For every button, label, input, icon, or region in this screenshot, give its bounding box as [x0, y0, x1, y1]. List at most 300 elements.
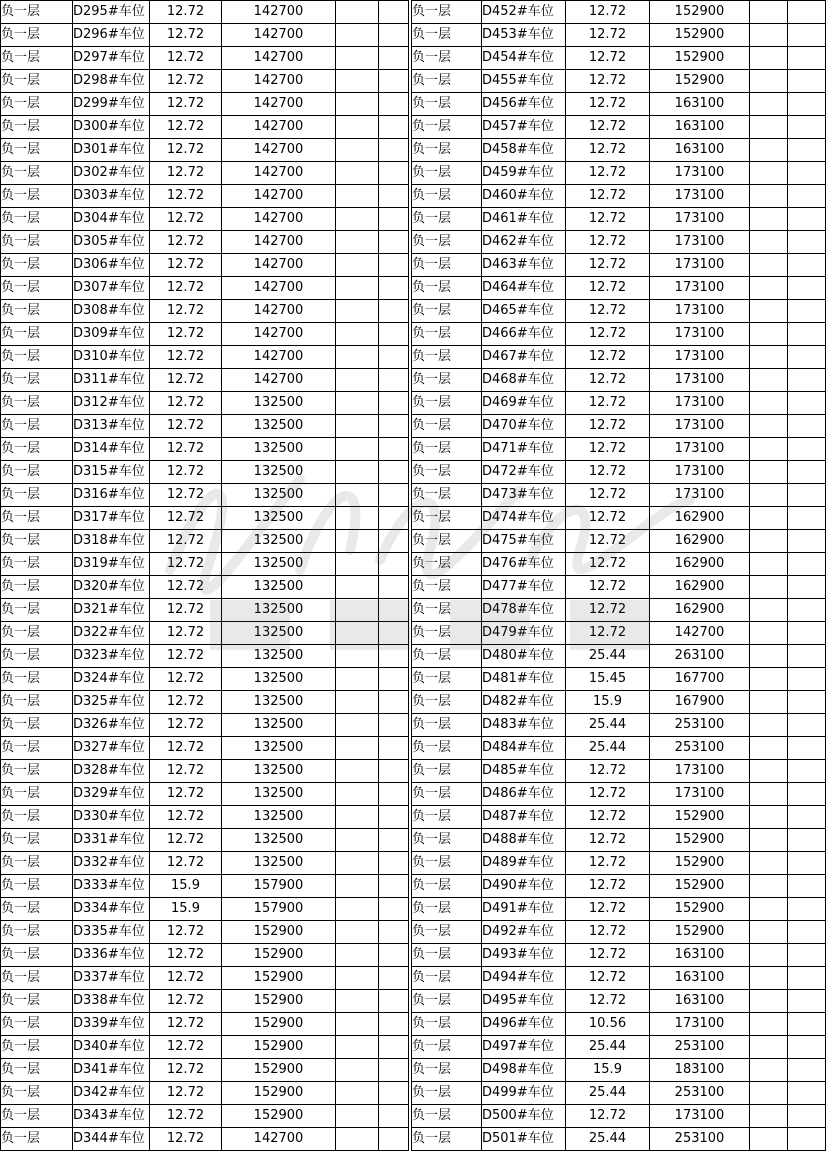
floor-cell: 负一层: [1, 461, 73, 484]
area-cell: 25.44: [566, 714, 650, 737]
area-cell: 15.45: [566, 668, 650, 691]
area-cell: 12.72: [150, 668, 222, 691]
floor-cell: 负一层: [412, 139, 482, 162]
area-cell: 12.72: [150, 645, 222, 668]
table-row: [412, 1105, 826, 1128]
floor-cell: 负一层: [412, 990, 482, 1013]
floor-cell: 负一层: [1, 231, 73, 254]
price-cell: 173100: [650, 783, 750, 806]
empty-cell: [336, 645, 379, 668]
empty-cell: [379, 300, 409, 323]
table-row: [1, 783, 409, 806]
table-row: [1, 829, 409, 852]
empty-cell: [788, 990, 826, 1013]
table-row: [412, 139, 826, 162]
price-cell: 132500: [222, 530, 336, 553]
area-cell: 12.72: [150, 1, 222, 24]
parking-id-cell: D304#车位: [73, 208, 150, 231]
empty-cell: [379, 162, 409, 185]
empty-cell: [336, 116, 379, 139]
floor-cell: 负一层: [1, 576, 73, 599]
table-row: [1, 1013, 409, 1036]
table-row: [412, 484, 826, 507]
empty-cell: [750, 852, 788, 875]
empty-cell: [379, 1036, 409, 1059]
price-cell: 162900: [650, 507, 750, 530]
parking-id-cell: D470#车位: [482, 415, 566, 438]
area-cell: 12.72: [566, 1105, 650, 1128]
empty-cell: [788, 1013, 826, 1036]
table-row: [1, 645, 409, 668]
area-cell: 25.44: [566, 1082, 650, 1105]
parking-id-cell: D342#车位: [73, 1082, 150, 1105]
empty-cell: [788, 47, 826, 70]
empty-cell: [336, 967, 379, 990]
parking-id-cell: D338#车位: [73, 990, 150, 1013]
floor-cell: 负一层: [1, 116, 73, 139]
empty-cell: [750, 484, 788, 507]
table-row: [412, 369, 826, 392]
price-cell: 152900: [222, 1013, 336, 1036]
floor-cell: 负一层: [1, 1, 73, 24]
table-row: [412, 967, 826, 990]
parking-id-cell: D482#车位: [482, 691, 566, 714]
price-cell: 173100: [650, 369, 750, 392]
table-row: [412, 231, 826, 254]
empty-cell: [336, 852, 379, 875]
parking-id-cell: D495#车位: [482, 990, 566, 1013]
price-cell: 163100: [650, 116, 750, 139]
floor-cell: 负一层: [1, 921, 73, 944]
empty-cell: [750, 967, 788, 990]
empty-cell: [336, 438, 379, 461]
price-cell: 173100: [650, 277, 750, 300]
price-cell: 132500: [222, 760, 336, 783]
floor-cell: 负一层: [1, 484, 73, 507]
floor-cell: 负一层: [1, 369, 73, 392]
area-cell: 12.72: [150, 806, 222, 829]
empty-cell: [750, 415, 788, 438]
empty-cell: [379, 944, 409, 967]
area-cell: 12.72: [150, 277, 222, 300]
price-cell: 132500: [222, 645, 336, 668]
table-row: [1, 438, 409, 461]
empty-cell: [788, 576, 826, 599]
parking-id-cell: D303#车位: [73, 185, 150, 208]
empty-cell: [788, 507, 826, 530]
price-cell: 142700: [222, 300, 336, 323]
table-row: [1, 990, 409, 1013]
parking-id-cell: D343#车位: [73, 1105, 150, 1128]
area-cell: 12.72: [566, 116, 650, 139]
parking-id-cell: D464#车位: [482, 277, 566, 300]
area-cell: 12.72: [150, 300, 222, 323]
empty-cell: [336, 599, 379, 622]
table-row: [412, 47, 826, 70]
table-row: [1, 852, 409, 875]
area-cell: 12.72: [150, 208, 222, 231]
empty-cell: [750, 576, 788, 599]
table-row: [412, 438, 826, 461]
parking-id-cell: D476#车位: [482, 553, 566, 576]
area-cell: 12.72: [566, 967, 650, 990]
empty-cell: [336, 530, 379, 553]
parking-id-cell: D467#车位: [482, 346, 566, 369]
price-cell: 142700: [222, 185, 336, 208]
area-cell: 12.72: [150, 1105, 222, 1128]
empty-cell: [788, 1082, 826, 1105]
empty-cell: [788, 944, 826, 967]
floor-cell: 负一层: [1, 944, 73, 967]
floor-cell: 负一层: [1, 668, 73, 691]
floor-cell: 负一层: [412, 1105, 482, 1128]
area-cell: 12.72: [150, 691, 222, 714]
parking-id-cell: D458#车位: [482, 139, 566, 162]
empty-cell: [379, 70, 409, 93]
area-cell: 12.72: [150, 967, 222, 990]
table-row: [412, 70, 826, 93]
empty-cell: [379, 829, 409, 852]
price-cell: 142700: [222, 70, 336, 93]
parking-id-cell: D460#车位: [482, 185, 566, 208]
empty-cell: [750, 829, 788, 852]
area-cell: 15.9: [566, 691, 650, 714]
empty-cell: [379, 530, 409, 553]
empty-cell: [750, 898, 788, 921]
table-row: [1, 254, 409, 277]
empty-cell: [336, 277, 379, 300]
parking-id-cell: D336#车位: [73, 944, 150, 967]
table-row: [412, 645, 826, 668]
empty-cell: [336, 783, 379, 806]
parking-id-cell: D498#车位: [482, 1059, 566, 1082]
empty-cell: [750, 507, 788, 530]
area-cell: 12.72: [566, 323, 650, 346]
area-cell: 12.72: [150, 1059, 222, 1082]
empty-cell: [379, 852, 409, 875]
area-cell: 12.72: [566, 829, 650, 852]
table-row: [1, 1, 409, 24]
empty-cell: [379, 1, 409, 24]
table-row: [1, 323, 409, 346]
price-cell: 132500: [222, 737, 336, 760]
parking-id-cell: D331#车位: [73, 829, 150, 852]
empty-cell: [788, 93, 826, 116]
area-cell: 25.44: [566, 645, 650, 668]
parking-id-cell: D329#车位: [73, 783, 150, 806]
empty-cell: [788, 461, 826, 484]
price-cell: 157900: [222, 898, 336, 921]
price-cell: 163100: [650, 139, 750, 162]
floor-cell: 负一层: [412, 24, 482, 47]
empty-cell: [336, 346, 379, 369]
area-cell: 12.72: [566, 47, 650, 70]
price-cell: 163100: [650, 990, 750, 1013]
table-row: [1, 898, 409, 921]
price-cell: 173100: [650, 231, 750, 254]
table-row: [412, 852, 826, 875]
price-cell: 173100: [650, 461, 750, 484]
empty-cell: [750, 185, 788, 208]
price-cell: 132500: [222, 622, 336, 645]
empty-cell: [750, 323, 788, 346]
price-cell: 142700: [222, 1, 336, 24]
parking-id-cell: D475#车位: [482, 530, 566, 553]
area-cell: 12.72: [150, 829, 222, 852]
table-row: [412, 1059, 826, 1082]
price-cell: 152900: [222, 921, 336, 944]
empty-cell: [788, 116, 826, 139]
area-cell: 12.72: [150, 944, 222, 967]
floor-cell: 负一层: [412, 1059, 482, 1082]
empty-cell: [788, 645, 826, 668]
empty-cell: [788, 852, 826, 875]
floor-cell: 负一层: [1, 553, 73, 576]
table-row: [412, 829, 826, 852]
empty-cell: [379, 1128, 409, 1151]
price-cell: 142700: [222, 208, 336, 231]
area-cell: 12.72: [566, 93, 650, 116]
price-cell: 173100: [650, 300, 750, 323]
parking-id-cell: D465#车位: [482, 300, 566, 323]
empty-cell: [379, 783, 409, 806]
price-cell: 163100: [650, 93, 750, 116]
price-cell: 132500: [222, 852, 336, 875]
table-row: [412, 944, 826, 967]
empty-cell: [788, 70, 826, 93]
empty-cell: [379, 507, 409, 530]
area-cell: 12.72: [150, 484, 222, 507]
area-cell: 12.72: [150, 622, 222, 645]
floor-cell: 负一层: [412, 668, 482, 691]
table-row: [1, 553, 409, 576]
price-cell: 142700: [222, 47, 336, 70]
empty-cell: [379, 139, 409, 162]
empty-cell: [336, 208, 379, 231]
price-cell: 253100: [650, 1036, 750, 1059]
price-cell: 132500: [222, 484, 336, 507]
empty-cell: [750, 346, 788, 369]
area-cell: 12.72: [150, 714, 222, 737]
price-cell: 253100: [650, 714, 750, 737]
parking-id-cell: D302#车位: [73, 162, 150, 185]
price-cell: 152900: [222, 967, 336, 990]
table-row: [1, 392, 409, 415]
empty-cell: [336, 622, 379, 645]
price-cell: 142700: [222, 369, 336, 392]
parking-id-cell: D452#车位: [482, 1, 566, 24]
empty-cell: [336, 691, 379, 714]
floor-cell: 负一层: [412, 691, 482, 714]
floor-cell: 负一层: [1, 599, 73, 622]
price-cell: 253100: [650, 1128, 750, 1151]
price-cell: 157900: [222, 875, 336, 898]
area-cell: 12.72: [566, 806, 650, 829]
empty-cell: [788, 1, 826, 24]
table-row: [1, 737, 409, 760]
parking-id-cell: D334#车位: [73, 898, 150, 921]
floor-cell: 负一层: [412, 967, 482, 990]
area-cell: 12.72: [150, 599, 222, 622]
table-row: [1, 530, 409, 553]
price-cell: 142700: [222, 277, 336, 300]
area-cell: 12.72: [150, 507, 222, 530]
empty-cell: [750, 1128, 788, 1151]
table-row: [1, 369, 409, 392]
parking-id-cell: D323#车位: [73, 645, 150, 668]
table-row: [1, 484, 409, 507]
area-cell: 12.72: [566, 438, 650, 461]
floor-cell: 负一层: [1, 1059, 73, 1082]
floor-cell: 负一层: [412, 1128, 482, 1151]
empty-cell: [750, 783, 788, 806]
empty-cell: [788, 921, 826, 944]
empty-cell: [788, 760, 826, 783]
area-cell: 12.72: [566, 898, 650, 921]
empty-cell: [336, 990, 379, 1013]
area-cell: 12.72: [150, 24, 222, 47]
empty-cell: [336, 24, 379, 47]
empty-cell: [336, 254, 379, 277]
parking-id-cell: D341#车位: [73, 1059, 150, 1082]
empty-cell: [379, 277, 409, 300]
price-cell: 152900: [650, 806, 750, 829]
table-row: [412, 277, 826, 300]
floor-cell: 负一层: [412, 599, 482, 622]
empty-cell: [788, 553, 826, 576]
parking-id-cell: D335#车位: [73, 921, 150, 944]
floor-cell: 负一层: [412, 921, 482, 944]
area-cell: 12.72: [566, 24, 650, 47]
table-row: [412, 507, 826, 530]
floor-cell: 负一层: [412, 852, 482, 875]
parking-id-cell: D297#车位: [73, 47, 150, 70]
empty-cell: [788, 438, 826, 461]
floor-cell: 负一层: [1, 875, 73, 898]
empty-cell: [788, 1128, 826, 1151]
price-cell: 152900: [650, 921, 750, 944]
table-row: [412, 668, 826, 691]
area-cell: 12.72: [566, 254, 650, 277]
price-cell: 142700: [222, 1128, 336, 1151]
area-cell: 12.72: [566, 553, 650, 576]
empty-cell: [750, 300, 788, 323]
empty-cell: [379, 990, 409, 1013]
table-row: [1, 1036, 409, 1059]
price-cell: 167700: [650, 668, 750, 691]
parking-table-left: [0, 0, 409, 1151]
empty-cell: [379, 392, 409, 415]
floor-cell: 负一层: [1, 507, 73, 530]
table-row: [1, 714, 409, 737]
table-row: [412, 93, 826, 116]
table-row: [1, 691, 409, 714]
floor-cell: 负一层: [1, 783, 73, 806]
floor-cell: 负一层: [412, 231, 482, 254]
parking-id-cell: D490#车位: [482, 875, 566, 898]
empty-cell: [379, 737, 409, 760]
area-cell: 12.72: [566, 944, 650, 967]
empty-cell: [788, 139, 826, 162]
table-row: [1, 231, 409, 254]
empty-cell: [336, 300, 379, 323]
empty-cell: [379, 47, 409, 70]
empty-cell: [336, 875, 379, 898]
empty-cell: [336, 553, 379, 576]
parking-id-cell: D455#车位: [482, 70, 566, 93]
floor-cell: 负一层: [412, 1036, 482, 1059]
price-cell: 253100: [650, 1082, 750, 1105]
table-row: [412, 898, 826, 921]
area-cell: 12.72: [150, 1082, 222, 1105]
area-cell: 12.72: [150, 392, 222, 415]
price-cell: 173100: [650, 323, 750, 346]
area-cell: 12.72: [566, 990, 650, 1013]
parking-id-cell: D318#车位: [73, 530, 150, 553]
area-cell: 12.72: [566, 599, 650, 622]
parking-id-cell: D466#车位: [482, 323, 566, 346]
price-cell: 142700: [222, 93, 336, 116]
price-cell: 132500: [222, 599, 336, 622]
empty-cell: [336, 70, 379, 93]
table-row: [1, 507, 409, 530]
parking-id-cell: D313#车位: [73, 415, 150, 438]
empty-cell: [750, 24, 788, 47]
empty-cell: [788, 967, 826, 990]
empty-cell: [336, 1013, 379, 1036]
floor-cell: 负一层: [1, 185, 73, 208]
parking-id-cell: D500#车位: [482, 1105, 566, 1128]
empty-cell: [750, 553, 788, 576]
parking-id-cell: D474#车位: [482, 507, 566, 530]
empty-cell: [336, 1128, 379, 1151]
parking-id-cell: D325#车位: [73, 691, 150, 714]
area-cell: 12.72: [150, 760, 222, 783]
floor-cell: 负一层: [1, 852, 73, 875]
floor-cell: 负一层: [1, 967, 73, 990]
floor-cell: 负一层: [412, 829, 482, 852]
parking-id-cell: D307#车位: [73, 277, 150, 300]
empty-cell: [750, 116, 788, 139]
empty-cell: [788, 668, 826, 691]
table-row: [412, 921, 826, 944]
parking-table-right: [411, 0, 826, 1151]
floor-cell: 负一层: [412, 484, 482, 507]
empty-cell: [379, 369, 409, 392]
parking-id-cell: D456#车位: [482, 93, 566, 116]
parking-id-cell: D326#车位: [73, 714, 150, 737]
area-cell: 12.72: [150, 783, 222, 806]
empty-cell: [750, 1105, 788, 1128]
price-cell: 142700: [650, 622, 750, 645]
empty-cell: [750, 438, 788, 461]
table-row: [412, 576, 826, 599]
parking-id-cell: D300#车位: [73, 116, 150, 139]
price-cell: 132500: [222, 714, 336, 737]
floor-cell: 负一层: [1, 1128, 73, 1151]
area-cell: 12.72: [566, 760, 650, 783]
empty-cell: [379, 806, 409, 829]
empty-cell: [336, 668, 379, 691]
price-cell: 173100: [650, 415, 750, 438]
area-cell: 12.72: [150, 254, 222, 277]
empty-cell: [379, 24, 409, 47]
empty-cell: [788, 346, 826, 369]
table-row: [412, 875, 826, 898]
parking-id-cell: D305#车位: [73, 231, 150, 254]
empty-cell: [788, 277, 826, 300]
floor-cell: 负一层: [1, 990, 73, 1013]
